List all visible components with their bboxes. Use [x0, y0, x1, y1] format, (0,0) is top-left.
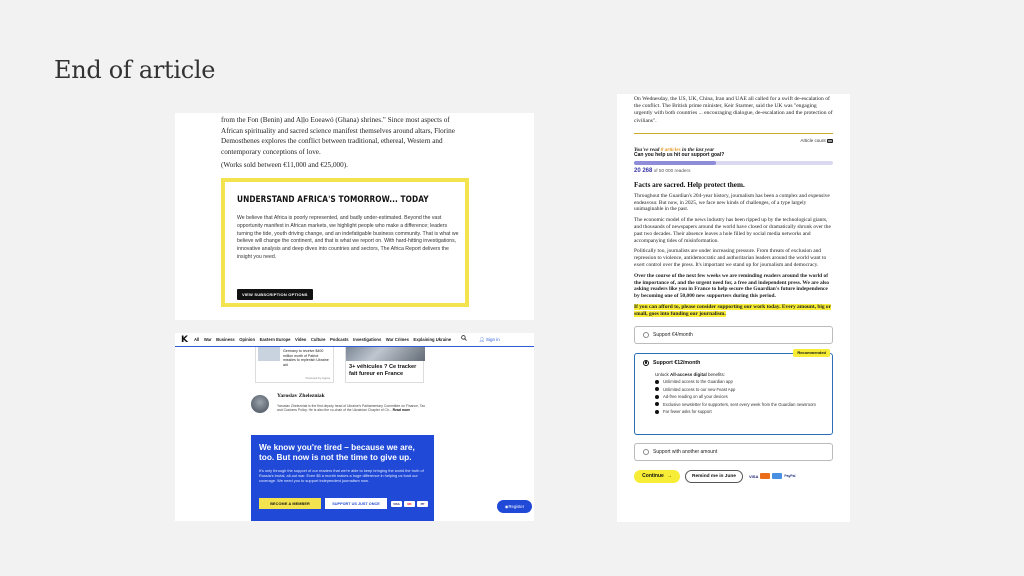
- article-text: from the Fon (Benin) and Aḷḷo Eoeawó (Ghana) shrines." Since most aspects of African spirituality and sacred science manifest themselves around altars, Florine Demosthenes explores the conflict between traditional, ethereal, Western and contemporary conceptions of love.: [221, 116, 455, 156]
- card-thumbnail: [346, 347, 425, 361]
- arrow-right-icon: →: [666, 473, 672, 480]
- banner-body: It's only through the support of our readers that we're able to keep bringing the world the truth of Russia's brutal, all-out war. Even $5 a month makes a huge difference in helping us fund our coverage. We need you to support independent journalism now.: [259, 467, 424, 483]
- article-text: On Wednesday, the US, UK, China, Iran and UAE all called for a swift de-escalation of the conflict. The British prime minister, Keir Starmer, said the UK was "engaging urgently with both countries ... encouraging dialogue, de-escalation and the protection of civilians".: [634, 96, 833, 124]
- register-icon: ◉: [504, 504, 509, 509]
- support-once-button[interactable]: SUPPORT US JUST ONCE: [325, 498, 387, 509]
- article-price-note: (Works sold between €11,000 and €25,000).: [221, 161, 348, 169]
- toggle-switch[interactable]: on: [827, 138, 832, 143]
- epic-paragraph: The economic model of the news industry has been ripped up by the technological giants, and thousands of newspapers around the world have closed or dramatically shrunk over the past two decades. Their absence leaves a hole filled by social media networks and accompanying tides of misinformation.: [634, 217, 831, 244]
- nav-item-explaining-ukraine[interactable]: Explaining Ukraine: [413, 337, 452, 342]
- banner-headline: We know you're tired – because we are, too. But now is not the time to give up.: [259, 442, 415, 462]
- benefit-item: Unlimited access to our new Feast App: [655, 387, 824, 392]
- goal-progress-fill: [634, 161, 716, 165]
- paypal-icon: PP: [417, 501, 428, 507]
- author-bio: Yaroslav Zhelezniak is the first deputy head of Ukraine's Parliamentary Committee on Finance, Tax and Customs Policy. He is also the co-chair of the Ukrainian Chapter of Ch... Read more: [277, 404, 426, 413]
- continue-button[interactable]: Continue →: [634, 470, 680, 483]
- nav-item-all[interactable]: All: [193, 337, 200, 342]
- benefit-item: Ad-free reading on all your devices: [655, 394, 824, 399]
- nav-item-eastern-europe[interactable]: Eastern Europe: [259, 337, 291, 342]
- radio-button[interactable]: [643, 449, 649, 455]
- site-logo[interactable]: K: [181, 334, 188, 345]
- supporter-count: 20 268 of 50 000 readers: [634, 167, 691, 174]
- visa-icon: VISA: [749, 473, 759, 479]
- recommended-badge: Recommended: [793, 349, 830, 357]
- article-count-toggle[interactable]: Article count on: [800, 137, 832, 143]
- epic-paragraph: Politically too, journalists are under increasing pressure. From threats of exclusion and repression to violence, antidemocratic and authoritarian leaders around the world want to exert control over the press. It's important we stand up for journalism and democracy.: [634, 248, 827, 268]
- epic-paragraph: Throughout the Guardian's 204-year history, journalism has been a complex and expensive endeavour. But now, in 2025, we face new kinds of challenges, of a type largely unimaginable in the past.: [634, 192, 830, 213]
- promo-body: We believe that Africa is poorly represented, and badly under-estimated. Beyond the vast opportunity manifest in African markets, we highlight people who make a difference; leaders turning the tide, youth driving change, and an indefatigable business community. That is what we believe will change the continent, and that is what we report on. With hard-hitting investigations, innovative analysis and deep dives into countries and sectors, The Africa Report delivers the insight you need.: [237, 215, 459, 260]
- amex-icon: [772, 473, 782, 479]
- card-text: Germany to receive $400 million worth of Patriot missiles to replenish Ukraine aid: [283, 349, 329, 367]
- radio-button[interactable]: [643, 332, 649, 338]
- nav-item-opinion[interactable]: Opinion: [239, 337, 256, 342]
- mastercard-icon: MC: [404, 501, 415, 507]
- benefit-item: Unlimited access to the Guardian app: [655, 379, 824, 384]
- check-icon: [655, 380, 659, 384]
- author-name[interactable]: Yaroslav Zhelezniak: [277, 393, 325, 399]
- nav-item-podcasts[interactable]: Podcasts: [330, 337, 349, 342]
- subscription-promo: [221, 178, 469, 307]
- sponsor-label: Powered by Agora: [305, 376, 330, 380]
- payment-methods: [391, 501, 428, 507]
- register-button[interactable]: ◉ Register: [497, 500, 532, 513]
- sign-in-link[interactable]: 👤︎ Sign in: [479, 337, 500, 342]
- nav-item-war-crimes[interactable]: War Crimes: [385, 337, 409, 342]
- benefit-item: Exclusive newsletter for supporters, sent every week from the Guardian newsroom: [655, 402, 824, 407]
- nav-item-investigations[interactable]: Investigations: [353, 337, 382, 342]
- user-icon: 👤︎: [479, 337, 486, 342]
- check-icon: [655, 387, 659, 391]
- epic-actions: [634, 470, 833, 483]
- benefits-list: [655, 379, 824, 414]
- support-option-other[interactable]: Support with another amount: [634, 443, 833, 461]
- radio-button-selected[interactable]: [643, 360, 649, 366]
- articles-read-text: You've read 8 articles in the last year: [634, 146, 715, 153]
- view-subscription-button[interactable]: VIEW SUBSCRIPTION OPTIONS: [237, 289, 313, 300]
- card-text: 3+ véhicules ? Ce tracker fait fureur en France: [349, 364, 417, 377]
- author-avatar: [251, 395, 269, 413]
- guardian-panel: [617, 94, 850, 522]
- mastercard-icon: [760, 473, 770, 479]
- visa-icon: VISA: [391, 501, 402, 507]
- read-more-link[interactable]: Read more: [392, 408, 411, 413]
- donation-banner: [251, 435, 434, 521]
- promo-title: UNDERSTAND AFRICA'S TOMORROW... TODAY: [237, 195, 429, 205]
- epic-heading: Facts are sacred. Help protect them.: [634, 180, 745, 189]
- search-icon[interactable]: [461, 335, 467, 343]
- paypal-icon: PayPal: [784, 474, 796, 479]
- check-icon: [655, 402, 659, 406]
- support-option-4[interactable]: Support €4/month: [634, 326, 833, 344]
- check-icon: [655, 410, 659, 414]
- unlock-text: Unlock All-access digital benefits:: [655, 371, 726, 377]
- nav-item-video[interactable]: Video: [295, 337, 307, 342]
- slide-title: End of article: [54, 56, 216, 84]
- nav-item-business[interactable]: Business: [216, 337, 235, 342]
- card-thumbnail: [258, 347, 280, 361]
- nav-item-war[interactable]: War: [203, 337, 212, 342]
- benefit-item: Far fewer asks for support: [655, 409, 824, 414]
- nav-item-culture[interactable]: Culture: [310, 337, 326, 342]
- article-count-row: [634, 137, 833, 153]
- check-icon: [655, 395, 659, 399]
- goal-progress-bar: [634, 161, 833, 165]
- epic-paragraph-bold: Over the course of the next few weeks we are reminding readers around the world of the importance of, and the urgent need for, a free and independent press. We are also asking readers like you in France to help secure the Guardian's future independence by becoming one of 50,000 new supporters during this period.: [634, 272, 829, 300]
- support-option-12[interactable]: Recommended Support €12/month Unlock All-access digital benefits: Unlimited access to the Guardian app Unlimited access to our new Feast App Ad-free reading on all your devices Exclusive newsletter for supporters, sent every week from the Guardian newsroom Far fewer asks for support: [634, 353, 833, 435]
- payment-methods: [749, 473, 795, 479]
- epic-divider: [634, 133, 833, 134]
- recommended-card[interactable]: [255, 347, 334, 383]
- remind-me-button[interactable]: Remind me in June: [685, 470, 743, 483]
- africa-report-panel: [175, 113, 534, 320]
- epic-call-to-action: If you can afford to, please consider supporting our work today. Every amount, big or small, goes into funding our journalism.: [634, 303, 832, 317]
- recommended-card[interactable]: [345, 347, 424, 383]
- become-member-button[interactable]: BECOME A MEMBER: [259, 498, 321, 509]
- goal-question: Can you help us hit our support goal?: [634, 151, 725, 158]
- kyiv-independent-panel: [175, 333, 534, 521]
